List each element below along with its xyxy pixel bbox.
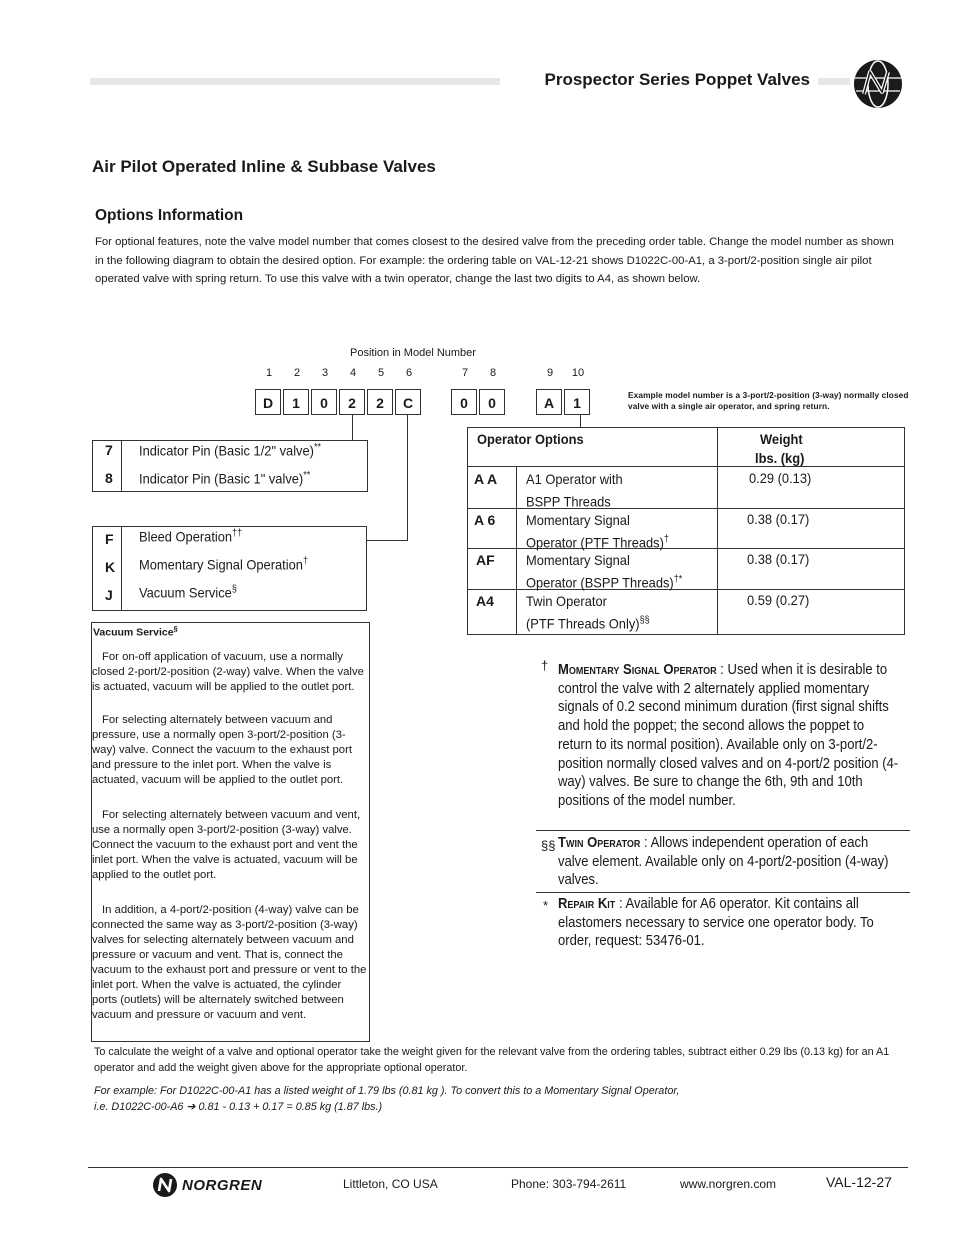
- operator-weight: 0.38 (0.17): [747, 511, 810, 527]
- model-char-cell: 2: [367, 389, 393, 415]
- footnote-symbol: §§: [541, 838, 556, 853]
- operator-code: A 6: [474, 512, 496, 528]
- vacuum-service-title: Vacuum Service§: [93, 624, 178, 639]
- position-label: Position in Model Number: [350, 347, 476, 359]
- footnote-symbol: †: [541, 658, 549, 673]
- footnote-symbol: *: [543, 898, 549, 913]
- model-char-cell: 0: [311, 389, 337, 415]
- position-number: 6: [405, 367, 413, 379]
- vacuum-paragraph: In addition, a 4-port/2-position (4-way) valve can be connected the same way as 3-port/2-position (3-way) valves for selecting alternately between vacuum and pressure or vacuum and vent. That is, connect the vacuum to the exhaust port and pressure or vent to the inlet port. When the valve is actuated, the cylinder ports (outlets) will be alternately switched between vacuum and pressure or vacuum and vent.: [92, 904, 367, 1021]
- footnote-divider: [536, 892, 910, 893]
- operator-weight: 0.29 (0.13): [749, 470, 812, 486]
- norgren-n-icon: [152, 1172, 178, 1198]
- example-line-2: i.e. D1022C-00-A6 ➔ 0.81 - 0.13 + 0.17 = 0.85 kg (1.87 lbs.): [94, 1101, 383, 1113]
- position-number: 4: [349, 367, 357, 379]
- intro-paragraph: For optional features, note the valve model number that comes closest to the desired valve from the preceding order table. Change the model number as shown in the following diagram to obtain the desired option. For example: the ordering table on VAL-12-21 shows D1022C-00-A1, a 3-port/2-position single air pilot operated valve with spring return. To use this valve with a twin operator, change the last two digits to A4, as shown below.: [95, 236, 894, 286]
- header-weight: Weight: [760, 431, 803, 447]
- operator-weight: 0.59 (0.27): [747, 592, 810, 608]
- position-number: 8: [489, 367, 497, 379]
- header-weight-units: lbs. (kg): [755, 450, 805, 466]
- column-divider: [717, 427, 718, 635]
- model-char-cell: 0: [479, 389, 505, 415]
- footer-location: Littleton, CO USA: [343, 1177, 438, 1191]
- position-number: 5: [377, 367, 385, 379]
- model-char-cell: C: [395, 389, 421, 415]
- option-text: Momentary Signal Operation†: [139, 556, 308, 573]
- footnote-twin: Twin Operator : Allows independent operation of each valve element. Available only on 4-port/2-position (4-way) valves.: [558, 835, 889, 889]
- vacuum-paragraph: For selecting alternately between vacuum and pressure, use a normally open 3-port/2-position (3-way) valve. Connect the vacuum to the exhaust port and pressure to the inlet port. When the valve is actuated, vacuum will be applied to the outlet port.: [92, 714, 352, 786]
- position-number: 10: [571, 367, 585, 379]
- option-code: F: [105, 531, 114, 547]
- footnote-repair-kit: Repair Kit : Available for A6 operator. Kit contains all elastomers necessary to service one operator body. To order, request: 53476-01.: [558, 896, 874, 950]
- position-number: 9: [546, 367, 554, 379]
- option-text: Bleed Operation††: [139, 528, 243, 545]
- operator-code: AF: [476, 552, 495, 568]
- model-char-cell: 0: [451, 389, 477, 415]
- brand-name: NORGREN: [182, 1176, 263, 1194]
- column-divider: [516, 467, 517, 635]
- position-number: 2: [293, 367, 301, 379]
- example-line-1: For example: For D1022C-00-A1 has a listed weight of 1.79 lbs (0.81 kg ). To convert this to a Momentary Signal Operator,: [94, 1085, 680, 1097]
- section-heading: Options Information: [95, 207, 244, 224]
- vacuum-paragraph: For selecting alternately between vacuum and vent, use a normally open 3-port/2-position (3-way) valve. Connect the vacuum to the exhaust port and vent the inlet port. When the valve is actuated, vacuum will be applied to the outlet port.: [92, 809, 361, 881]
- norgren-globe-logo: [852, 58, 904, 110]
- option-text: Indicator Pin (Basic 1" valve)**: [139, 470, 311, 487]
- connector-line: [366, 540, 408, 541]
- position-number: 3: [321, 367, 329, 379]
- model-char-cell: 1: [564, 389, 590, 415]
- option-code: 7: [105, 442, 113, 458]
- operator-description: Momentary Signal Operator (PTF Threads)†: [526, 512, 669, 551]
- footer-phone: Phone: 303-794-2611: [511, 1177, 627, 1191]
- option-code: K: [105, 559, 116, 575]
- model-char-cell: D: [255, 389, 281, 415]
- operator-code: A A: [474, 471, 498, 487]
- operator-code: A4: [476, 593, 494, 609]
- operator-description: Twin Operator (PTF Threads Only)§§: [526, 593, 650, 632]
- header-operator-options: Operator Options: [477, 431, 584, 447]
- column-divider: [121, 440, 122, 492]
- vacuum-paragraph: For on-off application of vacuum, use a normally closed 2-port/2-position (2-way) valve. When the valve is actuated, vacuum will be applied to the outlet port.: [92, 651, 364, 693]
- page-id: VAL-12-27: [826, 1174, 892, 1190]
- footnote-momentary: Momentary Signal Operator : Used when it is desirable to control the valve with 2 alternately applied momentary signals of 0.2 second minimum duration (first signal shifts and hold the poppet; the second allows the poppet to return to its normal position). Available only on 3-port/2-position normally closed valves and on 4-port/2 position (4-way) valves. Be sure to change the 6th, 9th and 10th positions of the model number.: [558, 662, 899, 809]
- row-divider: [467, 466, 904, 467]
- operator-description: A1 Operator with BSPP Threads: [526, 471, 623, 510]
- model-char-cell: A: [536, 389, 562, 415]
- operator-weight: 0.38 (0.17): [747, 551, 810, 567]
- operator-description: Momentary Signal Operator (BSPP Threads)†*: [526, 552, 683, 591]
- position-number: 7: [461, 367, 469, 379]
- norgren-brand-logo: [152, 1172, 262, 1198]
- weight-note: To calculate the weight of a valve and optional operator take the weight given for the relevant valve from the ordering tables, subtract either 0.29 lbs (0.13 kg) for an A1 operator and add the weight given above for the appropriate optional operator.: [94, 1046, 890, 1074]
- option-text: Indicator Pin (Basic 1/2" valve)**: [139, 442, 321, 459]
- connector-line: [407, 415, 408, 540]
- header-title: Prospector Series Poppet Valves: [500, 70, 818, 90]
- option-code: J: [105, 587, 113, 603]
- footnote-divider: [536, 830, 910, 831]
- option-text: Vacuum Service§: [139, 584, 237, 601]
- position-number: 1: [265, 367, 273, 379]
- connector-line: [352, 415, 353, 441]
- page-title: Air Pilot Operated Inline & Subbase Valves: [92, 157, 436, 176]
- footer-website[interactable]: www.norgren.com: [680, 1177, 777, 1191]
- example-note: Example model number is a 3-port/2-position (3-way) normally closed valve with a single air operator, and spring return.: [628, 390, 909, 411]
- option-code: 8: [105, 470, 113, 486]
- model-char-cell: 2: [339, 389, 365, 415]
- footer-rule: [88, 1167, 908, 1168]
- column-divider: [121, 526, 122, 611]
- model-char-cell: 1: [283, 389, 309, 415]
